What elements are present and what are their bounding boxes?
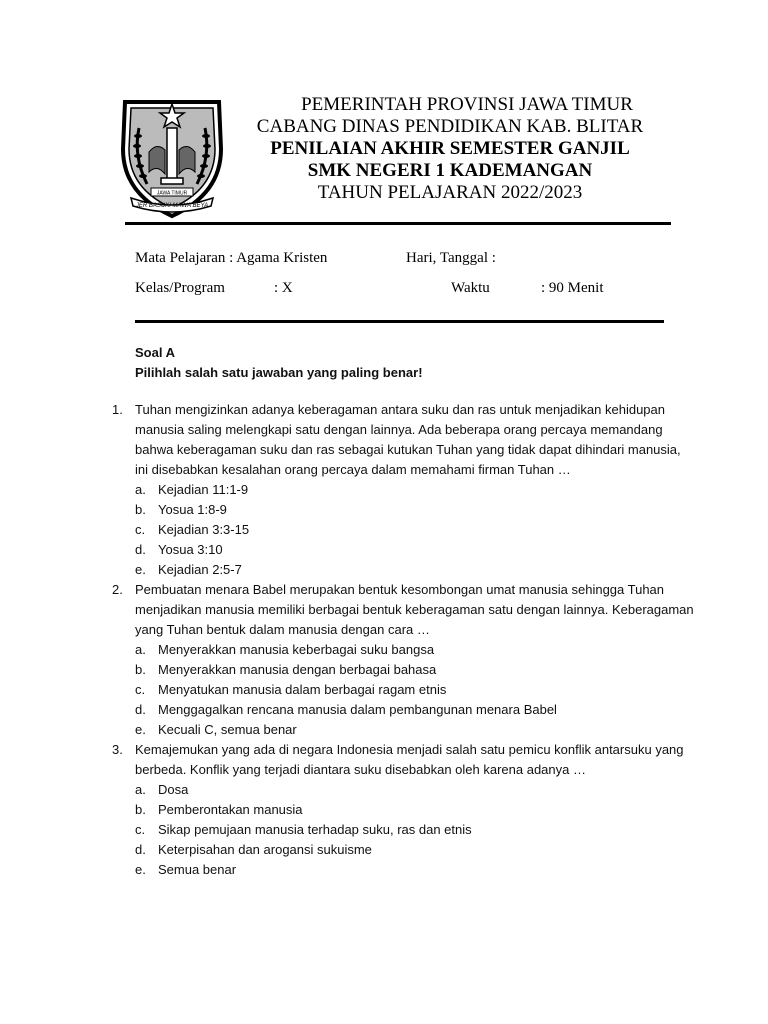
section-heading — [135, 343, 423, 383]
header-line-school: SMK NEGERI 1 KADEMANGAN — [307, 160, 593, 181]
option-text: Semua benar — [158, 862, 237, 877]
option-text: Kejadian 11:1-9 — [158, 482, 249, 497]
option-letter: c. — [135, 522, 146, 537]
option-text: Menyatukan manusia dalam berbagai ragam etnis — [158, 682, 447, 697]
question-line: berbeda. Konflik yang terjadi diantara suku disebabkan oleh karena adanya … — [135, 762, 586, 777]
section-title: Soal A — [135, 345, 175, 360]
option-text: Dosa — [158, 782, 189, 797]
option-e — [135, 720, 692, 740]
option-letter: c. — [135, 822, 146, 837]
option-text: Kejadian 3:3-15 — [158, 522, 250, 537]
option-text: Pemberontakan manusia — [158, 802, 303, 817]
option-letter: a. — [135, 782, 146, 797]
option-letter: b. — [135, 662, 146, 677]
option-text: Menggagalkan rencana manusia dalam pembangunan menara Babel — [158, 702, 557, 717]
option-text: Yosua 1:8-9 — [158, 502, 227, 517]
question-text — [135, 580, 692, 640]
header-line-year: TAHUN PELAJARAN 2022/2023 — [317, 182, 583, 203]
option-a — [135, 640, 692, 660]
option-text: Menyerakkan manusia dengan berbagai bahasa — [158, 662, 437, 677]
question-line: Tuhan mengizinkan adanya keberagaman antara suku dan ras untuk menjadikan kehidupan — [135, 402, 665, 417]
option-text: Kejadian 2:5-7 — [158, 562, 242, 577]
time-value: : 90 Menit — [541, 280, 604, 296]
option-c — [135, 820, 692, 840]
option-c — [135, 520, 692, 540]
emblem-motto: JER BASUKI MAWA BEYA — [135, 203, 209, 209]
header-line-exam: PENILAIAN AKHIR SEMESTER GANJIL — [270, 138, 630, 159]
option-text: Menyerakkan manusia keberbagai suku bangsa — [158, 642, 435, 657]
class-value: : X — [274, 280, 293, 296]
option-letter: e. — [135, 562, 146, 577]
option-d — [135, 840, 692, 860]
option-letter: b. — [135, 802, 146, 817]
option-a — [135, 780, 692, 800]
question-line: bahwa keberagaman suku dan ras sebagai kutukan Tuhan yang tidak dapat dihindari manusia, — [135, 442, 681, 457]
header-line-province: PEMERINTAH PROVINSI JAWA TIMUR — [301, 94, 633, 115]
question-line: yang Tuhan bentuk dalam manusia dengan cara … — [135, 622, 430, 637]
question-number: 1. — [112, 402, 123, 417]
option-text: Keterpisahan dan arogansi sukuisme — [158, 842, 372, 857]
question-line: menjadikan manusia memiliki berbagai bentuk keberagaman satu dengan lainnya. Keberagaman — [135, 602, 694, 617]
question-line: manusia saling melengkapi satu dengan lainnya. Ada beberapa orang percaya memandang — [135, 422, 663, 437]
option-letter: e. — [135, 862, 146, 877]
option-letter: d. — [135, 842, 146, 857]
question-2 — [112, 580, 692, 740]
option-letter: e. — [135, 722, 146, 737]
header-line-agency: CABANG DINAS PENDIDIKAN KAB. BLITAR — [256, 116, 644, 137]
info-divider — [135, 320, 664, 323]
option-letter: d. — [135, 702, 146, 717]
letterhead — [240, 94, 660, 204]
header-divider — [125, 222, 671, 225]
option-text: Sikap pemujaan manusia terhadap suku, ras dan etnis — [158, 822, 472, 837]
section-instruction: Pilihlah salah satu jawaban yang paling benar! — [135, 365, 423, 380]
option-text: Yosua 3:10 — [158, 542, 223, 557]
question-line: ini disebabkan kesalahan orang percaya dalam memahami firman Tuhan … — [135, 462, 571, 477]
option-letter: b. — [135, 502, 146, 517]
question-line: Pembuatan menara Babel merupakan bentuk kesombongan umat manusia sehingga Tuhan — [135, 582, 665, 597]
option-d — [135, 540, 692, 560]
option-letter: c. — [135, 682, 146, 697]
option-d — [135, 700, 692, 720]
date-label: Hari, Tanggal : — [406, 250, 496, 266]
question-text — [135, 400, 692, 480]
class-label: Kelas/Program — [135, 280, 225, 296]
option-letter: a. — [135, 642, 146, 657]
question-text — [135, 740, 692, 780]
subject-label: Mata Pelajaran : Agama Kristen — [135, 250, 328, 266]
question-list — [112, 400, 692, 880]
question-line: Kemajemukan yang ada di negara Indonesia menjadi salah satu pemicu konflik antarsuku yang — [135, 742, 684, 757]
question-1 — [112, 400, 692, 580]
option-text: Kecuali C, semua benar — [158, 722, 297, 737]
option-e — [135, 560, 692, 580]
question-number: 2. — [112, 582, 123, 597]
option-letter: d. — [135, 542, 146, 557]
time-label: Waktu — [451, 280, 490, 296]
option-e — [135, 860, 692, 880]
option-b — [135, 800, 692, 820]
option-letter: a. — [135, 482, 146, 497]
emblem-ribbon-top: JAWA TIMUR — [156, 190, 188, 197]
option-c — [135, 680, 692, 700]
option-a — [135, 480, 692, 500]
question-number: 3. — [112, 742, 123, 757]
question-3 — [112, 740, 692, 880]
option-b — [135, 660, 692, 680]
option-b — [135, 500, 692, 520]
jawa-timur-emblem — [117, 94, 227, 220]
